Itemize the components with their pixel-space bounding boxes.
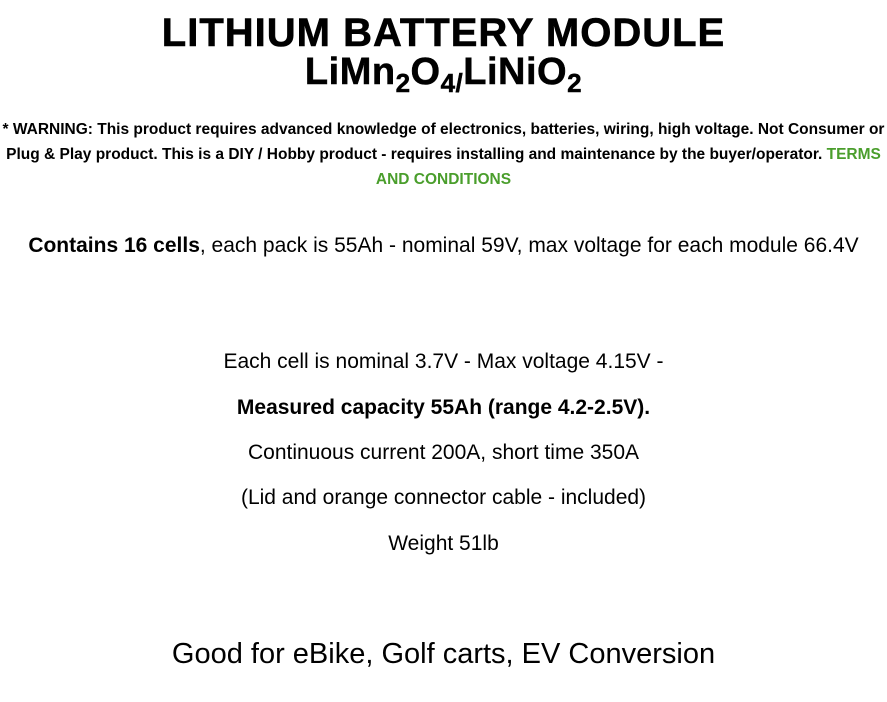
cells-spec — [0, 230, 887, 262]
formula-part-2: O — [410, 51, 441, 93]
pack-spec: , each pack is 55Ah - nominal 59V, max voltage for each module 66.4V — [199, 234, 859, 257]
measured-capacity-spec: Measured capacity 55Ah (range 4.2-2.5V). — [236, 396, 651, 419]
title-formula — [0, 51, 887, 98]
terms-and-conditions-link[interactable]: TERMS AND CONDITIONS — [375, 146, 881, 188]
formula-sub-2: 4/ — [440, 68, 464, 98]
included-items: (Lid and orange connector cable - included) — [240, 486, 647, 509]
formula-sub-3: 2 — [567, 68, 583, 98]
cells-count: Contains 16 cells — [28, 234, 200, 257]
warning-text: * WARNING: This product requires advanced knowledge of electronics, batteries, wiring, high voltage. Not Consumer or Plug & Play product. This is a DIY / Hobby product - requires installing and maintenance by the buyer/operator. — [2, 121, 885, 163]
current-spec: Continuous current 200A, short time 350A — [247, 441, 640, 464]
warning-notice — [0, 117, 887, 192]
formula-part-3: LiNiO — [463, 51, 568, 93]
formula-part-1: LiMn — [304, 51, 396, 93]
formula-sub-1: 2 — [395, 68, 411, 98]
use-cases: Good for eBike, Golf carts, EV Conversion — [171, 638, 716, 670]
page-title — [0, 11, 887, 98]
cell-voltage-spec: Each cell is nominal 3.7V - Max voltage 4.15V - — [223, 350, 664, 373]
weight-spec: Weight 51lb — [388, 532, 499, 555]
title-main: LITHIUM BATTERY MODULE — [161, 11, 726, 55]
